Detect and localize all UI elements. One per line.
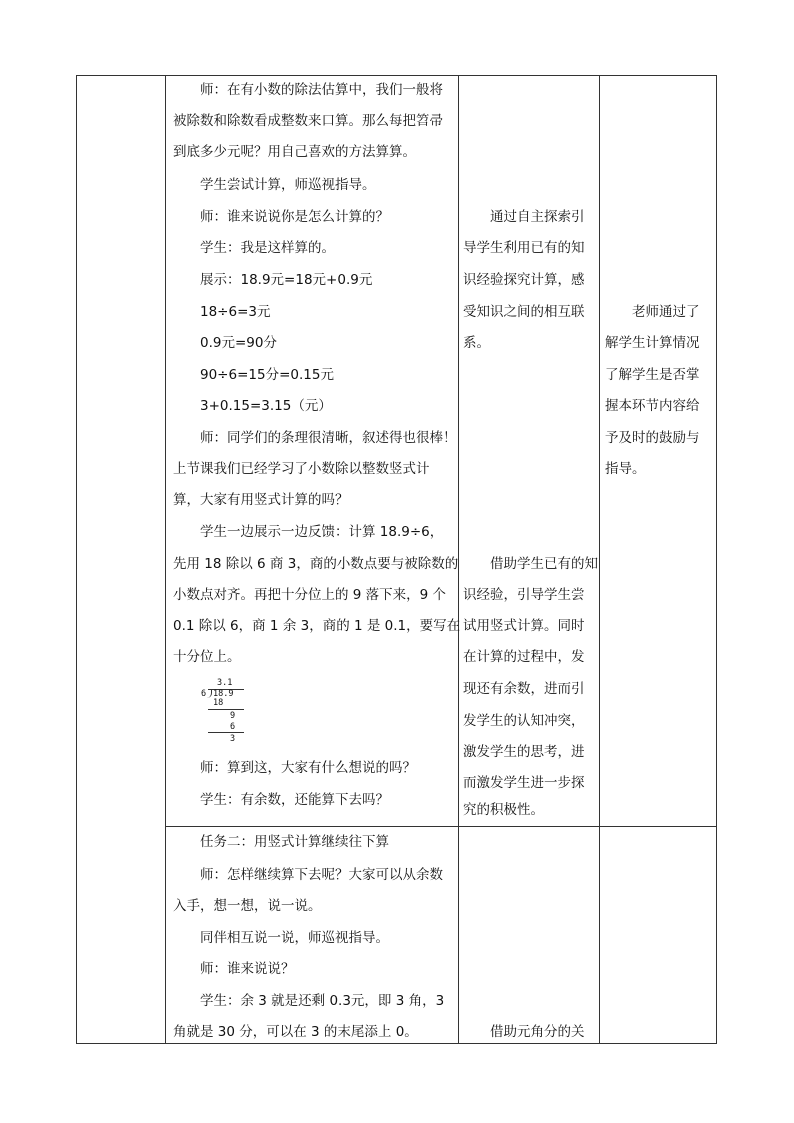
intent-line: 导学生利用已有的知 xyxy=(463,240,585,256)
evaluation-line: 予及时的鼓励与 xyxy=(605,430,700,446)
division-bracket xyxy=(207,689,212,698)
intent-line: 在计算的过程中，发 xyxy=(463,649,585,665)
intent-line: 试用竖式计算。同时 xyxy=(463,618,585,634)
content-line: 任务二：用竖式计算继续往下算 xyxy=(173,834,389,850)
content-line: 学生尝试计算，师巡视指导。 xyxy=(173,177,376,193)
content-line: 学生：有余数，还能算下去吗？ xyxy=(173,792,389,808)
content-line: 师：同学们的条理很清晰，叙述得也很棒！ xyxy=(173,430,457,446)
division-divisor: 6 xyxy=(201,689,207,699)
content-line: 角就是 30 分，可以在 3 的末尾添上 0。 xyxy=(173,1024,418,1040)
content-line: 展示：18.9元=18元+0.9元 xyxy=(173,272,373,288)
intent-line: 而激发学生进一步探 xyxy=(463,775,585,791)
division-step: 9 xyxy=(230,711,236,721)
content-line: 90÷6=15分=0.15元 xyxy=(173,367,334,383)
intent-line: 系。 xyxy=(463,335,490,351)
intent-line: 借助元角分的关 xyxy=(463,1024,585,1040)
lesson-table xyxy=(76,75,717,1044)
row-divider xyxy=(165,826,716,827)
content-line: 学生：我是这样算的。 xyxy=(173,240,335,256)
content-line: 被除数和除数看成整数来口算。那么每把笤帚 xyxy=(173,113,443,129)
content-line: 学生：余 3 就是还剩 0.3元，即 3 角，3 xyxy=(173,993,445,1009)
intent-line: 激发学生的思考，进 xyxy=(463,744,585,760)
content-line: 十分位上。 xyxy=(173,649,241,665)
intent-line: 究的积极性。 xyxy=(463,802,544,818)
division-line xyxy=(208,709,244,710)
content-line: 小数点对齐。再把十分位上的 9 落下来，9 个 xyxy=(173,587,447,603)
intent-line: 发学生的认知冲突， xyxy=(463,713,585,729)
division-dividend: 18.9 xyxy=(213,689,234,699)
evaluation-line: 了解学生是否掌 xyxy=(605,367,700,383)
intent-line: 受知识之间的相互联 xyxy=(463,304,585,320)
content-line: 师：谁来说说？ xyxy=(173,961,295,977)
division-quotient: 3.1 xyxy=(217,678,233,688)
intent-line: 现还有余数，进而引 xyxy=(463,681,585,697)
intent-line: 借助学生已有的知 xyxy=(463,556,598,572)
evaluation-line: 握本环节内容给 xyxy=(605,398,700,414)
division-remainder: 3 xyxy=(230,734,236,744)
evaluation-line: 老师通过了 xyxy=(605,304,700,320)
evaluation-line: 解学生计算情况 xyxy=(605,335,700,351)
content-line: 0.9元=90分 xyxy=(173,335,277,351)
division-step: 6 xyxy=(230,722,236,732)
content-line: 同伴相互说一说，师巡视指导。 xyxy=(173,930,389,946)
content-line: 3+0.15=3.15（元） xyxy=(173,398,332,414)
division-step: 18 xyxy=(213,698,224,708)
column-divider xyxy=(599,76,600,1043)
content-line: 18÷6=3元 xyxy=(173,304,271,320)
content-line: 师：在有小数的除法估算中，我们一般将 xyxy=(173,82,443,98)
intent-line: 通过自主探索引 xyxy=(463,209,585,225)
content-line: 0.1 除以 6，商 1 余 3，商的 1 是 0.1，要写在 xyxy=(173,618,461,634)
column-divider xyxy=(165,76,166,1043)
division-line xyxy=(208,732,244,733)
content-line: 算，大家有用竖式计算的吗？ xyxy=(173,492,349,508)
content-line: 到底多少元呢？用自己喜欢的方法算算。 xyxy=(173,144,416,160)
content-line: 师：怎样继续算下去呢？大家可以从余数 xyxy=(173,867,443,883)
content-line: 入手，想一想，说一说。 xyxy=(173,898,322,914)
intent-line: 识经验探究计算，感 xyxy=(463,272,585,288)
content-line: 师：谁来说说你是怎么计算的？ xyxy=(173,209,389,225)
intent-line: 识经验，引导学生尝 xyxy=(463,587,585,603)
content-line: 师：算到这，大家有什么想说的吗？ xyxy=(173,760,416,776)
content-line: 学生一边展示一边反馈：计算 18.9÷6， xyxy=(173,524,444,540)
content-line: 上节课我们已经学习了小数除以整数竖式计 xyxy=(173,461,430,477)
evaluation-line: 指导。 xyxy=(605,461,646,477)
content-line: 先用 18 除以 6 商 3，商的小数点要与被除数的 xyxy=(173,556,459,572)
